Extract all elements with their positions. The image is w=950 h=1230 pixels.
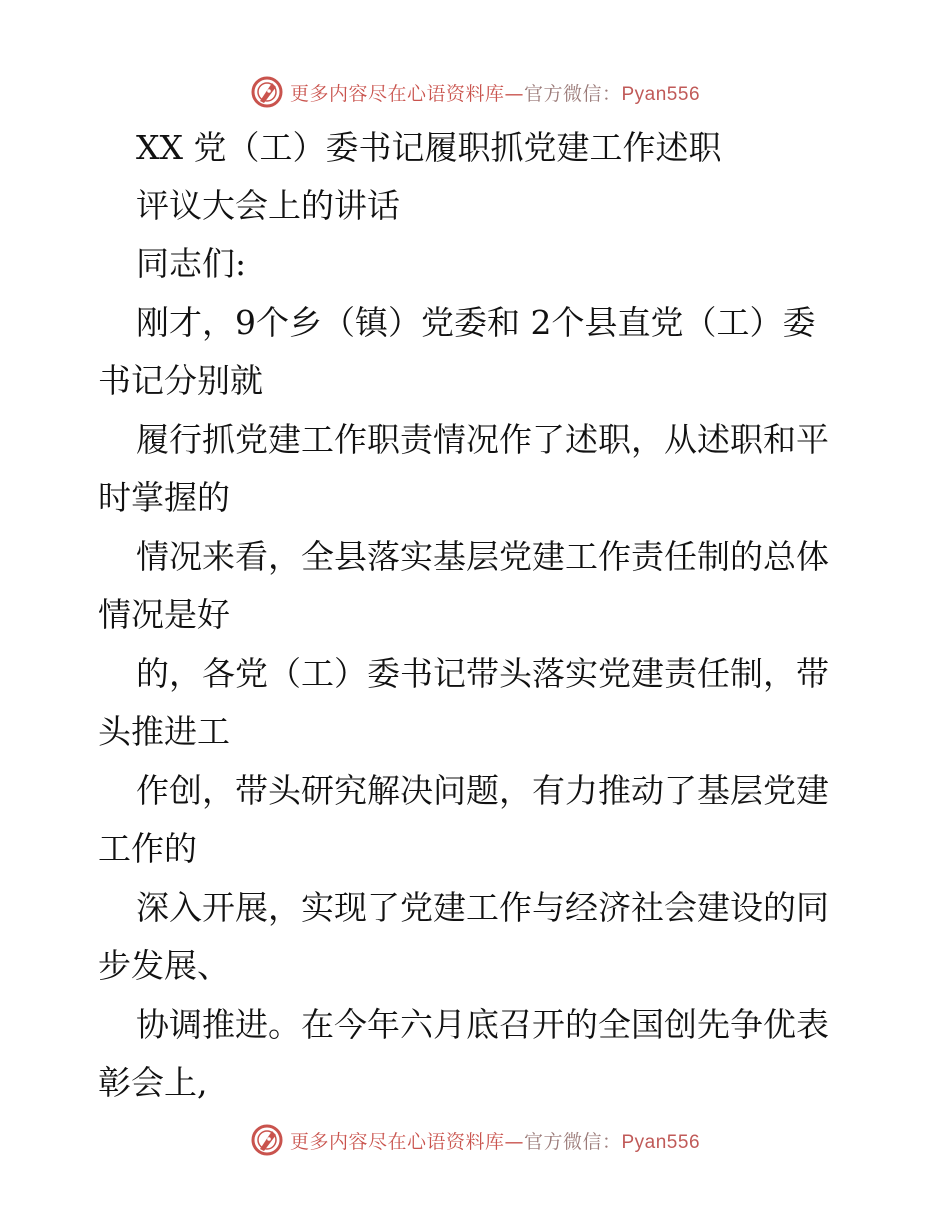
doc-line: 情况来看，全县落实基层党建工作责任制的总体 [136, 537, 829, 576]
watermark-dash: — [504, 1130, 524, 1153]
doc-line: 协调推进。在今年六月底召开的全国创先争优表 [136, 1005, 829, 1044]
doc-line: 彰会上, [98, 1063, 208, 1102]
watermark-dash: — [504, 82, 524, 105]
doc-line: 深入开展，实现了党建工作与经济社会建设的同 [136, 888, 829, 927]
watermark-main-text: 更多内容尽在心语资料库 [289, 1130, 505, 1153]
doc-line: 书记分别就 [98, 361, 263, 400]
doc-line: 作创，带头研究解决问题，有力推动了基层党建 [136, 771, 829, 810]
doc-line: 工作的 [98, 829, 197, 868]
doc-line: 步发展、 [98, 946, 230, 985]
pen-nib-circle-logo-icon [250, 1123, 284, 1157]
doc-line: 头推进工 [98, 712, 230, 751]
watermark-official-label: 官方微信： [523, 1130, 622, 1153]
watermark-header [0, 72, 950, 112]
watermark-wechat-id: Pyan556 [621, 83, 701, 105]
doc-salutation: 同志们: [136, 244, 247, 283]
watermark-footer [0, 1120, 950, 1160]
watermark-text [290, 79, 700, 106]
doc-line: 刚才，9个乡（镇）党委和 2个县直党（工）委 [136, 303, 816, 342]
watermark-main-text: 更多内容尽在心语资料库 [289, 82, 505, 105]
watermark-wechat-id: Pyan556 [621, 1131, 701, 1153]
doc-line: 的，各党（工）委书记带头落实党建责任制，带 [136, 654, 829, 693]
doc-title-line-1: XX 党（工）委书记履职抓党建工作述职 [136, 128, 722, 167]
doc-line: 履行抓党建工作职责情况作了述职，从述职和平 [136, 420, 829, 459]
doc-line: 时掌握的 [98, 478, 230, 517]
watermark-text [290, 1127, 700, 1154]
doc-line: 情况是好 [98, 595, 230, 634]
pen-nib-circle-logo-icon [250, 75, 284, 109]
doc-title-line-2: 评议大会上的讲话 [136, 186, 400, 225]
watermark-official-label: 官方微信： [523, 82, 622, 105]
